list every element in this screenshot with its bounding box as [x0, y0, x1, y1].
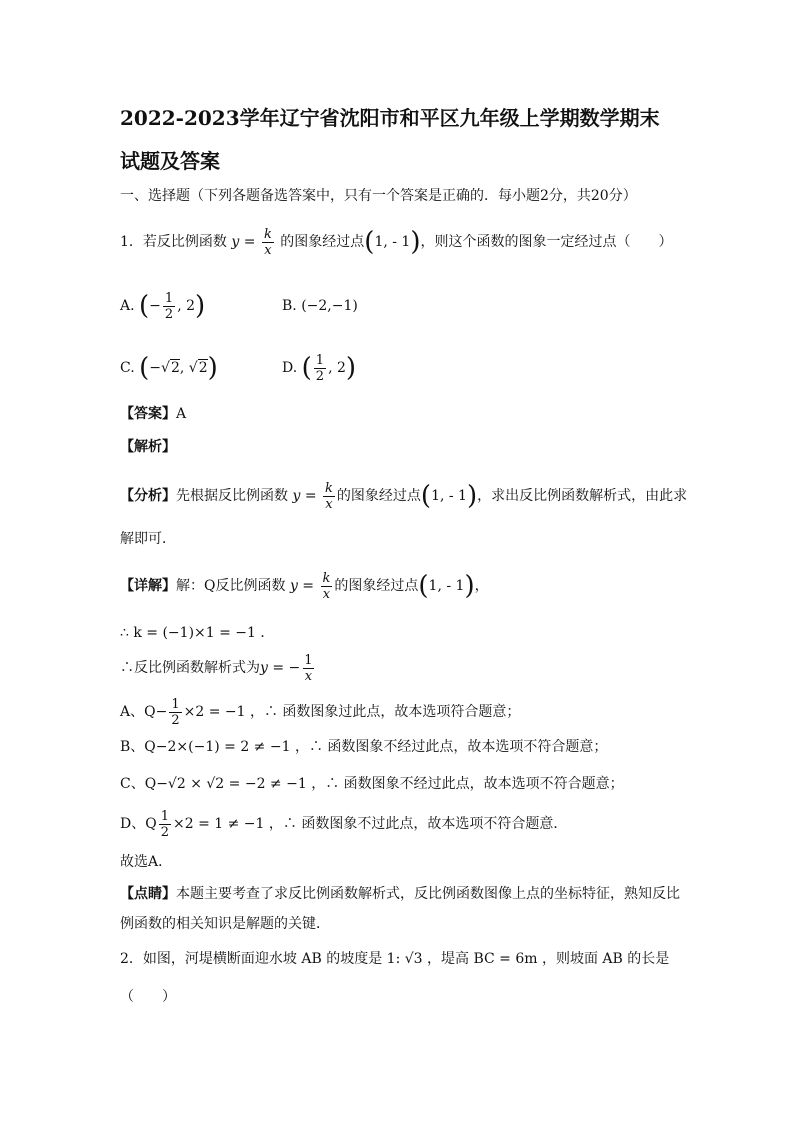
option-b-text: (−2,−1): [301, 298, 358, 314]
option-a-label: A.: [120, 298, 135, 314]
step-b: B、Q−2×(−1) = 2 ≠ −1 ，∴ 函数图象不经过此点，故本选项不符合题意；: [120, 739, 608, 755]
answer-tag: 【答案】: [120, 406, 176, 422]
option-d: D. ( $\frac{1}{2}$ , 2): [282, 352, 357, 384]
question-1-prefix: 1．若反比例函数: [120, 234, 227, 250]
step-expression: ∴反比例函数解析式为y = − $\frac{1}{x}$: [120, 652, 313, 684]
option-a: A. (− $\frac{1}{2}$ , 2): [120, 290, 206, 322]
choose-answer: 故选A．: [120, 854, 173, 870]
dianjing-line-2: 例函数的相关知识是解题的关键．: [120, 916, 330, 932]
option-c: C. (−√2, √2): [120, 353, 218, 383]
dianjing-line-1: 【点睛】本题主要考查了求反比例函数解析式，反比例函数图像上点的坐标特征，熟知反比: [120, 886, 680, 902]
fenxi-line-2: 解即可．: [120, 531, 176, 547]
func-fraction: $\frac{k}{x}$: [263, 226, 272, 258]
xiangjie-tag: 【详解】: [120, 578, 176, 594]
question-1-middle: 的图象经过点: [280, 234, 365, 250]
question-1: 1．若反比例函数 y = $\frac{k}{x}$ 的图象经过点(1, - 1)，则这个函数的图象一定经过点（ ）: [120, 226, 673, 258]
fenxi-tag: 【分析】: [120, 488, 176, 504]
section-heading: 一、选择题（下列各题备选答案中，只有一个答案是正确的．每小题2分，共20分）: [120, 188, 637, 204]
analysis-tag: 【解析】: [120, 439, 176, 455]
step-c: C、Q−√2 × √2 = −2 ≠ −1 ，∴ 函数图象不经过此点，故本选项不符合题意；: [120, 776, 624, 792]
step-a: A、Q− $\frac{1}{2}$ ×2 = −1 ，∴ 函数图象过此点，故本选项符合题意；: [120, 696, 521, 728]
answer: [120, 405, 186, 423]
question-1-point: 1, - 1: [374, 234, 411, 250]
option-b-label: B.: [282, 298, 297, 314]
option-b: [282, 294, 358, 318]
dianjing-tag: 【点睛】: [120, 886, 176, 902]
step-d: D、Q $\frac{1}{2}$ ×2 = 1 ≠ −1 ，∴ 函数图象不过此点，故本选项不符合题意．: [120, 808, 568, 840]
page-title-line2: 试题及答案: [120, 149, 220, 173]
func-y: y: [231, 234, 240, 250]
step-k: ∴ k = (−1)×1 = −1 ．: [120, 625, 275, 641]
page-title-line1: 2022-2023学年辽宁省沈阳市和平区九年级上学期数学期末: [120, 106, 660, 130]
question-2-paren: （ ）: [120, 989, 176, 1005]
fenxi-line: 【分析】先根据反比例函数 y = $\frac{k}{x}$ 的图象经过点(1, - 1)，求出反比例函数解析式，由此求: [120, 480, 688, 512]
answer-value: A: [176, 406, 187, 422]
option-d-label: D.: [282, 360, 298, 376]
question-1-suffix: ，则这个函数的图象一定经过点（ ）: [420, 234, 673, 250]
xiangjie-line: 【详解】解：Q反比例函数 y = $\frac{k}{x}$ 的图象经过点(1, - 1)，: [120, 570, 489, 602]
question-2: 2．如图，河堤横断面迎水坡 AB 的坡度是 1: √3 ，堤高 BC = 6m ，则坡面 AB 的长是: [120, 951, 670, 967]
option-c-label: C.: [120, 360, 135, 376]
